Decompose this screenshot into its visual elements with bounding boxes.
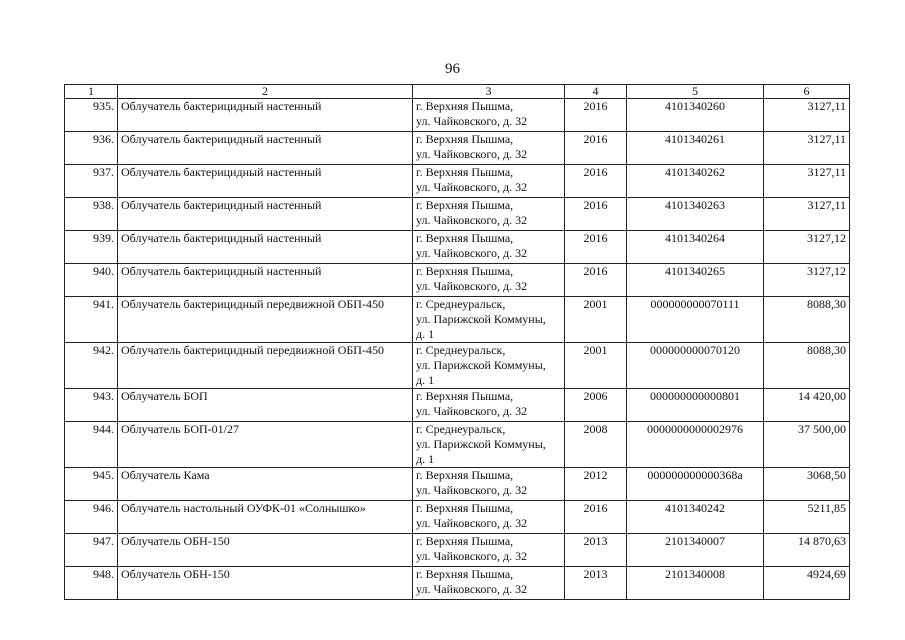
table-row <box>65 198 850 231</box>
row-number: 947. <box>65 534 118 567</box>
item-cost: 3127,11 <box>764 99 850 132</box>
item-address: г. Среднеуральск, ул. Парижской Коммуны, д. 1 <box>413 343 565 389</box>
table-row <box>65 99 850 132</box>
table-row <box>65 501 850 534</box>
table-row <box>65 297 850 343</box>
item-name: Облучатель БОП-01/27 <box>118 422 413 468</box>
column-header: 1 <box>65 85 118 99</box>
item-name: Облучатель БОП <box>118 389 413 422</box>
item-name: Облучатель ОБН-150 <box>118 534 413 567</box>
row-number: 943. <box>65 389 118 422</box>
row-number: 940. <box>65 264 118 297</box>
table-row <box>65 389 850 422</box>
inventory-number: 000000000000801 <box>627 389 764 422</box>
item-year: 2016 <box>565 99 627 132</box>
item-cost: 4924,69 <box>764 567 850 600</box>
item-address: г. Верхняя Пышма, ул. Чайковского, д. 32 <box>413 165 565 198</box>
inventory-number: 4101340263 <box>627 198 764 231</box>
item-name: Облучатель бактерицидный передвижной ОБП-450 <box>118 297 413 343</box>
column-header: 2 <box>118 85 413 99</box>
table-header-row <box>65 85 850 99</box>
item-address: г. Верхняя Пышма, ул. Чайковского, д. 32 <box>413 567 565 600</box>
table-row <box>65 343 850 389</box>
inventory-number: 4101340262 <box>627 165 764 198</box>
item-address: г. Верхняя Пышма, ул. Чайковского, д. 32 <box>413 198 565 231</box>
row-number: 938. <box>65 198 118 231</box>
row-number: 935. <box>65 99 118 132</box>
inventory-number: 2101340008 <box>627 567 764 600</box>
item-cost: 3127,12 <box>764 231 850 264</box>
inventory-table <box>64 84 850 600</box>
table-row <box>65 468 850 501</box>
item-cost: 8088,30 <box>764 297 850 343</box>
table-row <box>65 264 850 297</box>
item-year: 2001 <box>565 343 627 389</box>
row-number: 941. <box>65 297 118 343</box>
column-header: 6 <box>764 85 850 99</box>
row-number: 939. <box>65 231 118 264</box>
table-row <box>65 231 850 264</box>
item-name: Облучатель ОБН-150 <box>118 567 413 600</box>
item-name: Облучатель бактерицидный настенный <box>118 165 413 198</box>
item-year: 2001 <box>565 297 627 343</box>
item-name: Облучатель бактерицидный настенный <box>118 99 413 132</box>
item-cost: 8088,30 <box>764 343 850 389</box>
inventory-number: 000000000070120 <box>627 343 764 389</box>
item-cost: 3127,11 <box>764 132 850 165</box>
inventory-number: 4101340242 <box>627 501 764 534</box>
row-number: 945. <box>65 468 118 501</box>
row-number: 937. <box>65 165 118 198</box>
item-address: г. Верхняя Пышма, ул. Чайковского, д. 32 <box>413 264 565 297</box>
item-cost: 37 500,00 <box>764 422 850 468</box>
table-row <box>65 132 850 165</box>
inventory-number: 2101340007 <box>627 534 764 567</box>
item-year: 2013 <box>565 534 627 567</box>
row-number: 942. <box>65 343 118 389</box>
item-address: г. Верхняя Пышма, ул. Чайковского, д. 32 <box>413 132 565 165</box>
row-number: 936. <box>65 132 118 165</box>
item-address: г. Верхняя Пышма, ул. Чайковского, д. 32 <box>413 501 565 534</box>
column-header: 4 <box>565 85 627 99</box>
inventory-number: 000000000070111 <box>627 297 764 343</box>
item-address: г. Верхняя Пышма, ул. Чайковского, д. 32 <box>413 534 565 567</box>
inventory-number: 4101340265 <box>627 264 764 297</box>
table-row <box>65 534 850 567</box>
item-address: г. Среднеуральск, ул. Парижской Коммуны, д. 1 <box>413 422 565 468</box>
item-address: г. Среднеуральск, ул. Парижской Коммуны, д. 1 <box>413 297 565 343</box>
inventory-number: 4101340261 <box>627 132 764 165</box>
row-number: 948. <box>65 567 118 600</box>
item-year: 2006 <box>565 389 627 422</box>
item-cost: 3127,11 <box>764 198 850 231</box>
inventory-number: 4101340264 <box>627 231 764 264</box>
table-row <box>65 165 850 198</box>
column-header: 5 <box>627 85 764 99</box>
item-name: Облучатель бактерицидный настенный <box>118 198 413 231</box>
item-year: 2016 <box>565 198 627 231</box>
inventory-table-body <box>65 85 850 600</box>
item-address: г. Верхняя Пышма, ул. Чайковского, д. 32 <box>413 99 565 132</box>
row-number: 946. <box>65 501 118 534</box>
item-name: Облучатель бактерицидный настенный <box>118 264 413 297</box>
item-year: 2016 <box>565 165 627 198</box>
item-cost: 3127,11 <box>764 165 850 198</box>
table-row <box>65 567 850 600</box>
item-name: Облучатель Кама <box>118 468 413 501</box>
inventory-number: 000000000000368а <box>627 468 764 501</box>
item-year: 2016 <box>565 264 627 297</box>
inventory-number: 4101340260 <box>627 99 764 132</box>
column-header: 3 <box>413 85 565 99</box>
item-year: 2013 <box>565 567 627 600</box>
table-row <box>65 422 850 468</box>
item-year: 2016 <box>565 501 627 534</box>
item-year: 2016 <box>565 132 627 165</box>
item-year: 2012 <box>565 468 627 501</box>
item-cost: 3068,50 <box>764 468 850 501</box>
item-cost: 5211,85 <box>764 501 850 534</box>
item-year: 2008 <box>565 422 627 468</box>
item-name: Облучатель бактерицидный настенный <box>118 132 413 165</box>
item-cost: 14 420,00 <box>764 389 850 422</box>
page-number: 96 <box>445 61 460 77</box>
item-cost: 3127,12 <box>764 264 850 297</box>
item-name: Облучатель настольный ОУФК-01 «Солнышко» <box>118 501 413 534</box>
item-address: г. Верхняя Пышма, ул. Чайковского, д. 32 <box>413 389 565 422</box>
item-year: 2016 <box>565 231 627 264</box>
row-number: 944. <box>65 422 118 468</box>
item-address: г. Верхняя Пышма, ул. Чайковского, д. 32 <box>413 231 565 264</box>
item-address: г. Верхняя Пышма, ул. Чайковского, д. 32 <box>413 468 565 501</box>
item-name: Облучатель бактерицидный передвижной ОБП-450 <box>118 343 413 389</box>
inventory-number: 0000000000002976 <box>627 422 764 468</box>
item-name: Облучатель бактерицидный настенный <box>118 231 413 264</box>
item-cost: 14 870,63 <box>764 534 850 567</box>
